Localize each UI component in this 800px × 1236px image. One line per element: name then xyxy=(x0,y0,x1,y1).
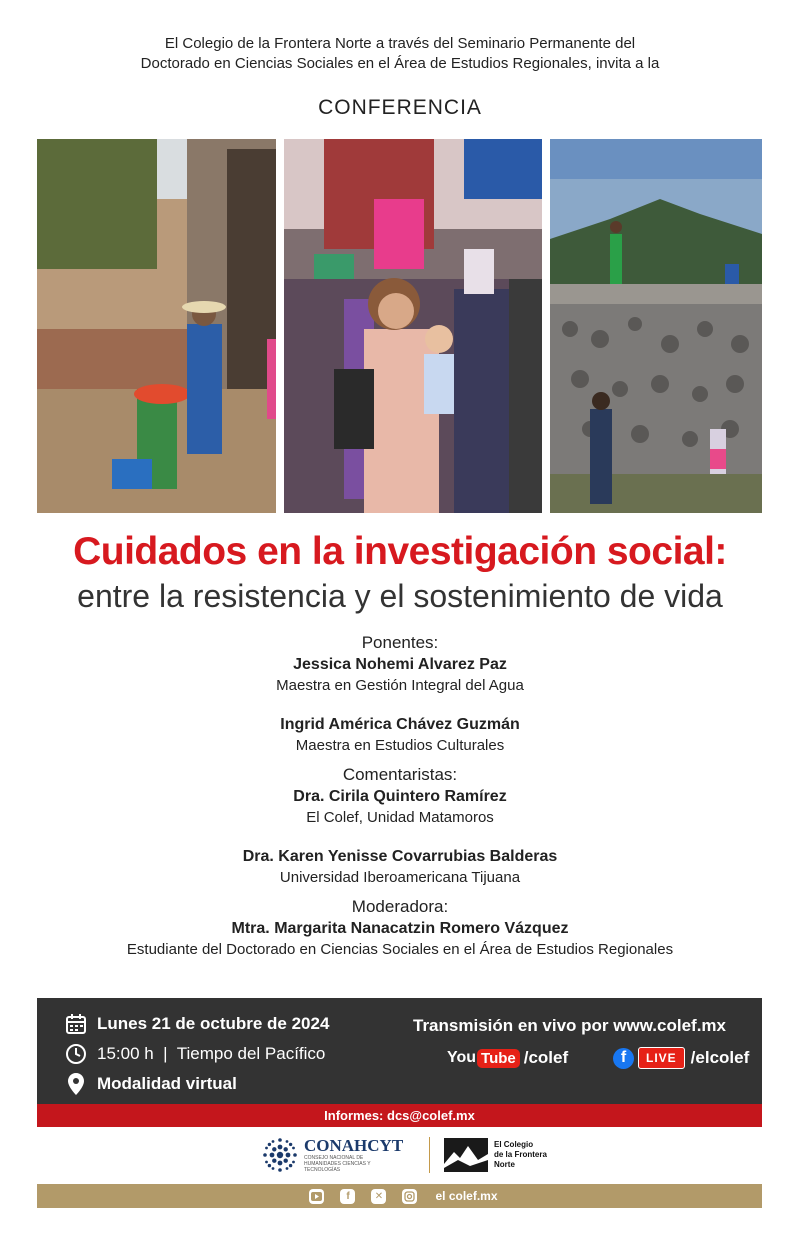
date-row xyxy=(63,1012,329,1036)
x-icon[interactable]: ✕ xyxy=(371,1189,386,1204)
main-title: Cuidados en la investigación social: xyxy=(73,530,727,573)
logo-divider xyxy=(429,1137,430,1173)
facebook-icon: f xyxy=(613,1048,634,1069)
youtube-handle: /colef xyxy=(523,1048,569,1067)
stream-title: Transmisión en vivo por www.colef.mx xyxy=(413,1016,727,1035)
facebook-handle: /elcolef xyxy=(690,1048,750,1067)
youtube-link[interactable] xyxy=(447,1048,568,1068)
contact-bar: Informes: dcs@colef.mx xyxy=(37,1104,762,1127)
event-info-bar xyxy=(37,998,762,1104)
time-row xyxy=(63,1042,325,1066)
ponente-name: Ingrid América Chávez Guzmán xyxy=(280,716,520,733)
location-pin-icon xyxy=(63,1072,89,1096)
photo-march xyxy=(284,139,542,513)
comentaristas-label: Comentaristas: xyxy=(342,765,458,784)
colef-emblem-icon xyxy=(444,1138,488,1172)
event-type: CONFERENCIA xyxy=(318,96,482,119)
facebook-live-link[interactable] xyxy=(613,1047,749,1069)
colef-name-line-3: Norte xyxy=(494,1160,515,1169)
conahcyt-name: CONAHCYT xyxy=(304,1136,404,1155)
comentarista-name: Dra. Karen Yenisse Covarrubias Balderas xyxy=(242,848,558,865)
calendar-icon xyxy=(63,1012,89,1036)
conahcyt-subtitle: CONSEJO NACIONAL DE HUMANIDADES CIENCIAS Y TECNOLOGÍAS xyxy=(304,1155,371,1173)
youtube-logo-you: You xyxy=(447,1049,477,1066)
main-subtitle: entre la resistencia y el sostenimiento de vida xyxy=(77,578,723,614)
moderadora-label: Moderadora: xyxy=(351,897,449,916)
footer-bar xyxy=(37,1184,762,1208)
youtube-logo-tube: Tube xyxy=(477,1049,520,1068)
ponente-desc: Maestra en Gestión Integral del Agua xyxy=(276,677,524,694)
ponente-desc: Maestra en Estudios Culturales xyxy=(295,737,505,754)
moderadora-desc: Estudiante del Doctorado en Ciencias Sociales en el Área de Estudios Regionales xyxy=(126,941,674,958)
colef-name-line-2: de la Frontera xyxy=(494,1150,547,1159)
photo-stone-wall xyxy=(550,139,762,513)
event-mode: Modalidad virtual xyxy=(97,1074,237,1093)
event-time: 15:00 h | Tiempo del Pacífico xyxy=(97,1044,326,1063)
sponsor-logos xyxy=(0,1135,800,1177)
ponentes-label: Ponentes: xyxy=(361,633,439,652)
comentarista-name: Dra. Cirila Quintero Ramírez xyxy=(293,788,507,805)
comentarista-desc: El Colef, Unidad Matamoros xyxy=(306,809,494,826)
photo-rooftop-woman xyxy=(37,139,276,513)
conahcyt-emblem-icon xyxy=(262,1137,298,1173)
colef-logo xyxy=(444,1138,547,1172)
event-date: Lunes 21 de octubre de 2024 xyxy=(97,1014,330,1033)
moderadora-name: Mtra. Margarita Nanacatzin Romero Vázquez xyxy=(231,920,569,937)
clock-icon xyxy=(63,1042,89,1066)
youtube-icon[interactable] xyxy=(309,1189,324,1204)
instagram-icon[interactable] xyxy=(402,1189,417,1204)
comentarista-desc: Universidad Iberoamericana Tijuana xyxy=(279,869,521,886)
ponente-name: Jessica Nohemi Alvarez Paz xyxy=(293,656,507,673)
facebook-icon[interactable]: f xyxy=(340,1189,355,1204)
mode-row xyxy=(63,1072,237,1096)
intro-line-2: Doctorado en Ciencias Sociales en el Área de Estudios Regionales, invita a la xyxy=(140,55,660,72)
conahcyt-logo xyxy=(262,1137,403,1173)
intro-line-1: El Colegio de la Frontera Norte a través del Seminario Permanente del xyxy=(164,35,636,52)
live-badge: LIVE xyxy=(638,1047,685,1069)
colef-name-line-1: El Colegio xyxy=(494,1140,534,1149)
footer-site-link[interactable]: el colef.mx xyxy=(435,1189,498,1203)
intro-text xyxy=(0,34,800,74)
speakers-section xyxy=(0,632,800,960)
